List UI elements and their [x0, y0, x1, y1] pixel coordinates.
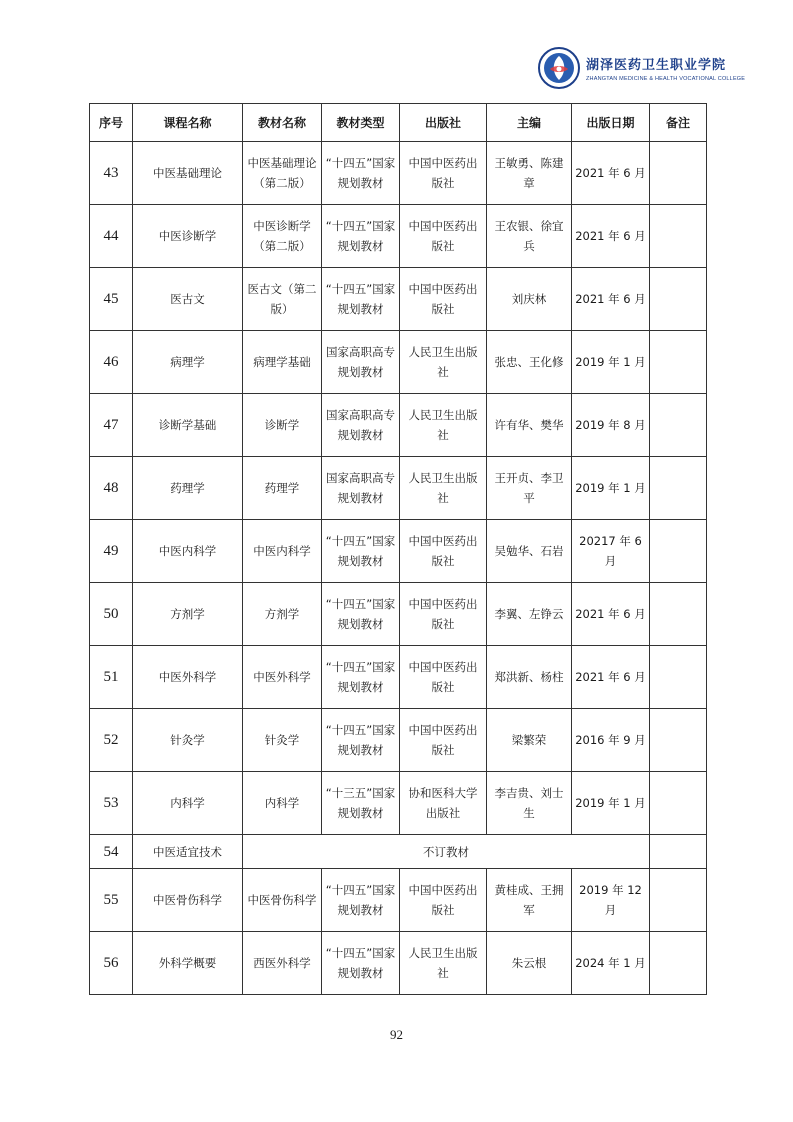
cell-note [650, 520, 707, 583]
cell-course: 诊断学基础 [133, 394, 243, 457]
cell-type: 国家高职高专规划教材 [322, 394, 400, 457]
cell-date: 2019 年 8 月 [572, 394, 650, 457]
cell-merged-no-textbook: 不订教材 [243, 835, 650, 869]
cell-serial: 46 [90, 331, 133, 394]
table-row [90, 205, 707, 268]
cell-editor: 王开贞、李卫平 [487, 457, 572, 520]
cell-textbook: 医古文（第二版） [243, 268, 322, 331]
table-row [90, 268, 707, 331]
cell-editor: 梁繁荣 [487, 709, 572, 772]
cell-date: 2021 年 6 月 [572, 646, 650, 709]
cell-course: 医古文 [133, 268, 243, 331]
cell-course: 中医基础理论 [133, 142, 243, 205]
cell-course: 内科学 [133, 772, 243, 835]
cell-date: 2019 年 1 月 [572, 772, 650, 835]
cell-serial: 56 [90, 932, 133, 995]
college-name-cn: 湖泽医药卫生职业学院 [586, 58, 727, 73]
cell-date: 20217 年 6 月 [572, 520, 650, 583]
cell-publisher: 人民卫生出版社 [400, 331, 487, 394]
cell-serial: 50 [90, 583, 133, 646]
cell-textbook: 西医外科学 [243, 932, 322, 995]
cell-textbook: 中医基础理论（第二版） [243, 142, 322, 205]
cell-textbook: 中医内科学 [243, 520, 322, 583]
cell-serial: 52 [90, 709, 133, 772]
cell-textbook: 诊断学 [243, 394, 322, 457]
cell-note [650, 142, 707, 205]
cell-serial: 55 [90, 869, 133, 932]
cell-editor: 吴勉华、石岩 [487, 520, 572, 583]
cell-course: 中医内科学 [133, 520, 243, 583]
cell-date: 2019 年 1 月 [572, 457, 650, 520]
cell-type: “十四五”国家规划教材 [322, 268, 400, 331]
cell-course: 中医适宜技术 [133, 835, 243, 869]
cell-note [650, 869, 707, 932]
cell-publisher: 中国中医药出版社 [400, 268, 487, 331]
cell-publisher: 中国中医药出版社 [400, 142, 487, 205]
college-name-en: ZHANGTAN MEDICINE & HEALTH VOCATIONAL COLLEGE [586, 76, 746, 82]
cell-publisher: 人民卫生出版社 [400, 394, 487, 457]
cell-note [650, 394, 707, 457]
cell-serial: 44 [90, 205, 133, 268]
header-publisher: 出版社 [400, 104, 487, 142]
cell-type: “十四五”国家规划教材 [322, 520, 400, 583]
cell-serial: 54 [90, 835, 133, 869]
table-row [90, 331, 707, 394]
college-emblem-icon [538, 47, 580, 89]
table-row [90, 583, 707, 646]
cell-type: 国家高职高专规划教材 [322, 331, 400, 394]
cell-course: 中医诊断学 [133, 205, 243, 268]
header-type: 教材类型 [322, 104, 400, 142]
cell-editor: 许有华、樊华 [487, 394, 572, 457]
college-logo [538, 44, 748, 92]
cell-note [650, 772, 707, 835]
table-row [90, 394, 707, 457]
cell-textbook: 病理学基础 [243, 331, 322, 394]
cell-editor: 朱云根 [487, 932, 572, 995]
table-row [90, 772, 707, 835]
cell-serial: 51 [90, 646, 133, 709]
page-number: 92 [390, 1027, 403, 1042]
cell-textbook: 针灸学 [243, 709, 322, 772]
header-serial: 序号 [90, 104, 133, 142]
cell-editor: 黄桂成、王拥军 [487, 869, 572, 932]
cell-course: 病理学 [133, 331, 243, 394]
cell-publisher: 中国中医药出版社 [400, 709, 487, 772]
cell-publisher: 中国中医药出版社 [400, 583, 487, 646]
cell-publisher: 中国中医药出版社 [400, 869, 487, 932]
cell-type: “十四五”国家规划教材 [322, 709, 400, 772]
cell-editor: 王农银、徐宜兵 [487, 205, 572, 268]
cell-type: “十三五”国家规划教材 [322, 772, 400, 835]
table-row [90, 520, 707, 583]
cell-date: 2019 年 12 月 [572, 869, 650, 932]
cell-note [650, 457, 707, 520]
cell-type: “十四五”国家规划教材 [322, 142, 400, 205]
cell-type: “十四五”国家规划教材 [322, 583, 400, 646]
cell-note [650, 583, 707, 646]
cell-publisher: 人民卫生出版社 [400, 932, 487, 995]
cell-type: 国家高职高专规划教材 [322, 457, 400, 520]
cell-date: 2021 年 6 月 [572, 583, 650, 646]
cell-date: 2016 年 9 月 [572, 709, 650, 772]
cell-date: 2021 年 6 月 [572, 142, 650, 205]
cell-course: 外科学概要 [133, 932, 243, 995]
cell-type: “十四五”国家规划教材 [322, 646, 400, 709]
cell-publisher: 人民卫生出版社 [400, 457, 487, 520]
cell-editor: 李吉贵、刘士生 [487, 772, 572, 835]
table-header-row [90, 104, 707, 142]
cell-course: 方剂学 [133, 583, 243, 646]
cell-note [650, 205, 707, 268]
cell-date: 2021 年 6 月 [572, 268, 650, 331]
cell-editor: 李翼、左铮云 [487, 583, 572, 646]
cell-course: 中医外科学 [133, 646, 243, 709]
cell-serial: 47 [90, 394, 133, 457]
cell-note [650, 835, 707, 869]
table-row [90, 869, 707, 932]
table-row [90, 709, 707, 772]
header-note: 备注 [650, 104, 707, 142]
cell-serial: 43 [90, 142, 133, 205]
cell-serial: 45 [90, 268, 133, 331]
cell-note [650, 932, 707, 995]
cell-type: “十四五”国家规划教材 [322, 205, 400, 268]
cell-textbook: 方剂学 [243, 583, 322, 646]
cell-textbook: 药理学 [243, 457, 322, 520]
table-row [90, 142, 707, 205]
cell-type: “十四五”国家规划教材 [322, 932, 400, 995]
cell-textbook: 中医骨伤科学 [243, 869, 322, 932]
cell-course: 针灸学 [133, 709, 243, 772]
cell-editor: 郑洪新、杨柱 [487, 646, 572, 709]
cell-course: 药理学 [133, 457, 243, 520]
cell-publisher: 中国中医药出版社 [400, 646, 487, 709]
cell-serial: 48 [90, 457, 133, 520]
cell-note [650, 268, 707, 331]
cell-editor: 王敏勇、陈建章 [487, 142, 572, 205]
cell-editor: 刘庆林 [487, 268, 572, 331]
cell-date: 2019 年 1 月 [572, 331, 650, 394]
cell-publisher: 协和医科大学出版社 [400, 772, 487, 835]
cell-date: 2021 年 6 月 [572, 205, 650, 268]
cell-serial: 49 [90, 520, 133, 583]
table-row [90, 646, 707, 709]
header-date: 出版日期 [572, 104, 650, 142]
cell-editor: 张忠、王化修 [487, 331, 572, 394]
textbook-table [89, 103, 707, 995]
cell-type: “十四五”国家规划教材 [322, 869, 400, 932]
header-course: 课程名称 [133, 104, 243, 142]
cell-textbook: 内科学 [243, 772, 322, 835]
cell-publisher: 中国中医药出版社 [400, 205, 487, 268]
cell-course: 中医骨伤科学 [133, 869, 243, 932]
cell-textbook: 中医诊断学（第二版） [243, 205, 322, 268]
cell-note [650, 331, 707, 394]
cell-note [650, 709, 707, 772]
cell-serial: 53 [90, 772, 133, 835]
table-row [90, 457, 707, 520]
table-row [90, 932, 707, 995]
table-row-no-textbook [90, 835, 707, 869]
cell-publisher: 中国中医药出版社 [400, 520, 487, 583]
cell-textbook: 中医外科学 [243, 646, 322, 709]
header-editor: 主编 [487, 104, 572, 142]
cell-note [650, 646, 707, 709]
header-textbook: 教材名称 [243, 104, 322, 142]
cell-date: 2024 年 1 月 [572, 932, 650, 995]
